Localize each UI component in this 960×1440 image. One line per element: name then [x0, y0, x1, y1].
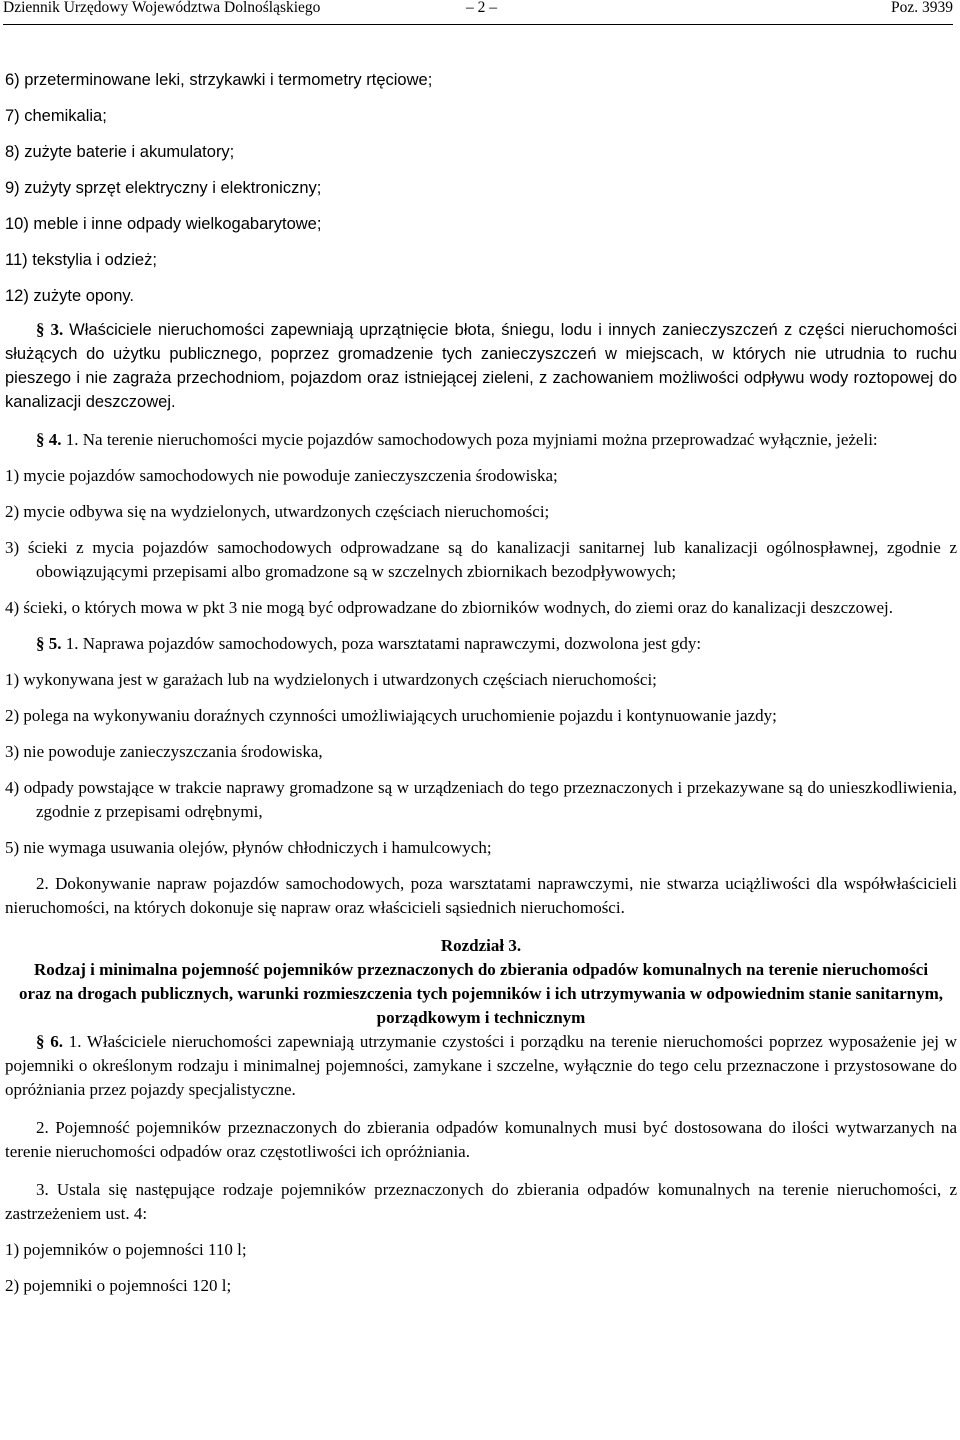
paragraph-text: 1. Naprawa pojazdów samochodowych, poza warsztatami naprawczymi, dozwolona jest gdy:	[65, 634, 702, 653]
list-item: 12) zużyte opony.	[5, 287, 135, 305]
paragraph-number: § 4.	[36, 430, 62, 449]
paragraph-6	[5, 1030, 957, 1102]
paragraph-number: § 3.	[36, 320, 64, 339]
chapter-heading	[5, 934, 957, 1030]
list-item: 2) mycie odbywa się na wydzielonych, utwardzonych częściach nieruchomości;	[5, 502, 550, 521]
document-body	[5, 68, 957, 1298]
paragraph-4	[5, 428, 957, 452]
chapter-title: Rodzaj i minimalna pojemność pojemników przeznaczonych do zbierania odpadów komunalnych na terenie nieruchomości oraz na drogach publicznych, warunki rozmieszczenia tych pojemników i ich utrzymywania w odpowiednim stanie sanitarnym, porządkowym i technicznym	[19, 960, 943, 1027]
list-item: 11) tekstylia i odzież;	[5, 251, 157, 269]
waste-types-list	[5, 68, 957, 308]
list-item: 3) ścieki z mycia pojazdów samochodowych odprowadzane są do kanalizacji sanitarnej lub kanalizacji ogólnospławnej, zgodnie z obowiązującymi przepisami albo gromadzone są w szczelnych zbiornikach bezodpływowych;	[5, 538, 957, 581]
paragraph-text: 1. Na terenie nieruchomości mycie pojazdów samochodowych poza myjniami można przeprowadzać wyłącznie, jeżeli:	[65, 430, 878, 449]
list-item: 6) przeterminowane leki, strzykawki i termometry rtęciowe;	[5, 71, 433, 89]
position-number: Poz. 3939	[891, 0, 953, 16]
paragraph-6-ust-3: 3. Ustala się następujące rodzaje pojemników przeznaczonych do zbierania odpadów komunalnych na terenie nieruchomości, z zastrzeżeniem ust. 4:	[5, 1180, 957, 1223]
paragraph-3	[5, 318, 957, 414]
paragraph-number: § 6.	[36, 1032, 63, 1051]
list-item: 4) ścieki, o których mowa w pkt 3 nie mogą być odprowadzane do zbiorników wodnych, do ziemi oraz do kanalizacji deszczowej.	[5, 598, 893, 617]
list-item: 1) pojemników o pojemności 110 l;	[5, 1240, 247, 1259]
paragraph-6-ust-2: 2. Pojemność pojemników przeznaczonych do zbierania odpadów komunalnych musi być dostosowana do ilości wytwarzanych na terenie nieruchomości odpadów oraz częstotliwości ich opróżniania.	[5, 1118, 957, 1161]
paragraph-text: Właściciele nieruchomości zapewniają uprzątnięcie błota, śniegu, lodu i innych zanieczyszczeń z części nieruchomości służących do użytku publicznego, poprzez gromadzenie tych zanieczyszczeń w miejscach, w których nie utrudnia to ruchu pieszego i nie zagraża przechodniom, pojazdom oraz istniejącej zieleni, z zachowaniem możliwości odpływu wody roztopowej do kanalizacji deszczowej.	[5, 321, 958, 411]
list-item: 7) chemikalia;	[5, 107, 107, 125]
paragraph-5-ust-2: 2. Dokonywanie napraw pojazdów samochodowych, poza warsztatami naprawczymi, nie stwarza uciążliwości dla współwłaścicieli nieruchomości, na których dokonuje się napraw oraz właścicieli sąsiednich nieruchomości.	[5, 874, 957, 917]
paragraph-text: 1. Właściciele nieruchomości zapewniają utrzymanie czystości i porządku na terenie nieruchomości poprzez wyposażenie jej w pojemniki o określonym rodzaju i minimalnej pojemności, zamykane i szczelne, wyłącznie do tego celu przeznaczone i przystosowane do opróżniania przez pojazdy specjalistyczne.	[5, 1032, 957, 1099]
paragraph-number: § 5.	[36, 634, 62, 653]
list-item: 8) zużyte baterie i akumulatory;	[5, 143, 235, 161]
chapter-number: Rozdział 3.	[440, 936, 522, 955]
list-item: 10) meble i inne odpady wielkogabarytowe;	[5, 215, 322, 233]
list-item: 2) pojemniki o pojemności 120 l;	[5, 1276, 232, 1295]
list-item: 1) wykonywana jest w garażach lub na wydzielonych i utwardzonych częściach nieruchomości;	[5, 670, 657, 689]
journal-title: Dziennik Urzędowy Województwa Dolnośląskiego	[3, 0, 321, 16]
list-item: 3) nie powoduje zanieczyszczania środowiska,	[5, 742, 323, 761]
list-item: 5) nie wymaga usuwania olejów, płynów chłodniczych i hamulcowych;	[5, 838, 492, 857]
page-number: – 2 –	[466, 0, 497, 16]
list-item: 4) odpady powstające w trakcie naprawy gromadzone są w urządzeniach do tego przeznaczonych i przekazywane są do unieszkodliwienia, zgodnie z przepisami odrębnymi,	[5, 778, 957, 821]
list-item: 2) polega na wykonywaniu doraźnych czynności umożliwiających uruchomienie pojazdu i kontynuowanie jazdy;	[5, 706, 777, 725]
paragraph-5	[5, 632, 957, 656]
list-item: 9) zużyty sprzęt elektryczny i elektroniczny;	[5, 179, 322, 197]
list-item: 1) mycie pojazdów samochodowych nie powoduje zanieczyszczenia środowiska;	[5, 466, 558, 485]
page-header	[3, 0, 953, 25]
